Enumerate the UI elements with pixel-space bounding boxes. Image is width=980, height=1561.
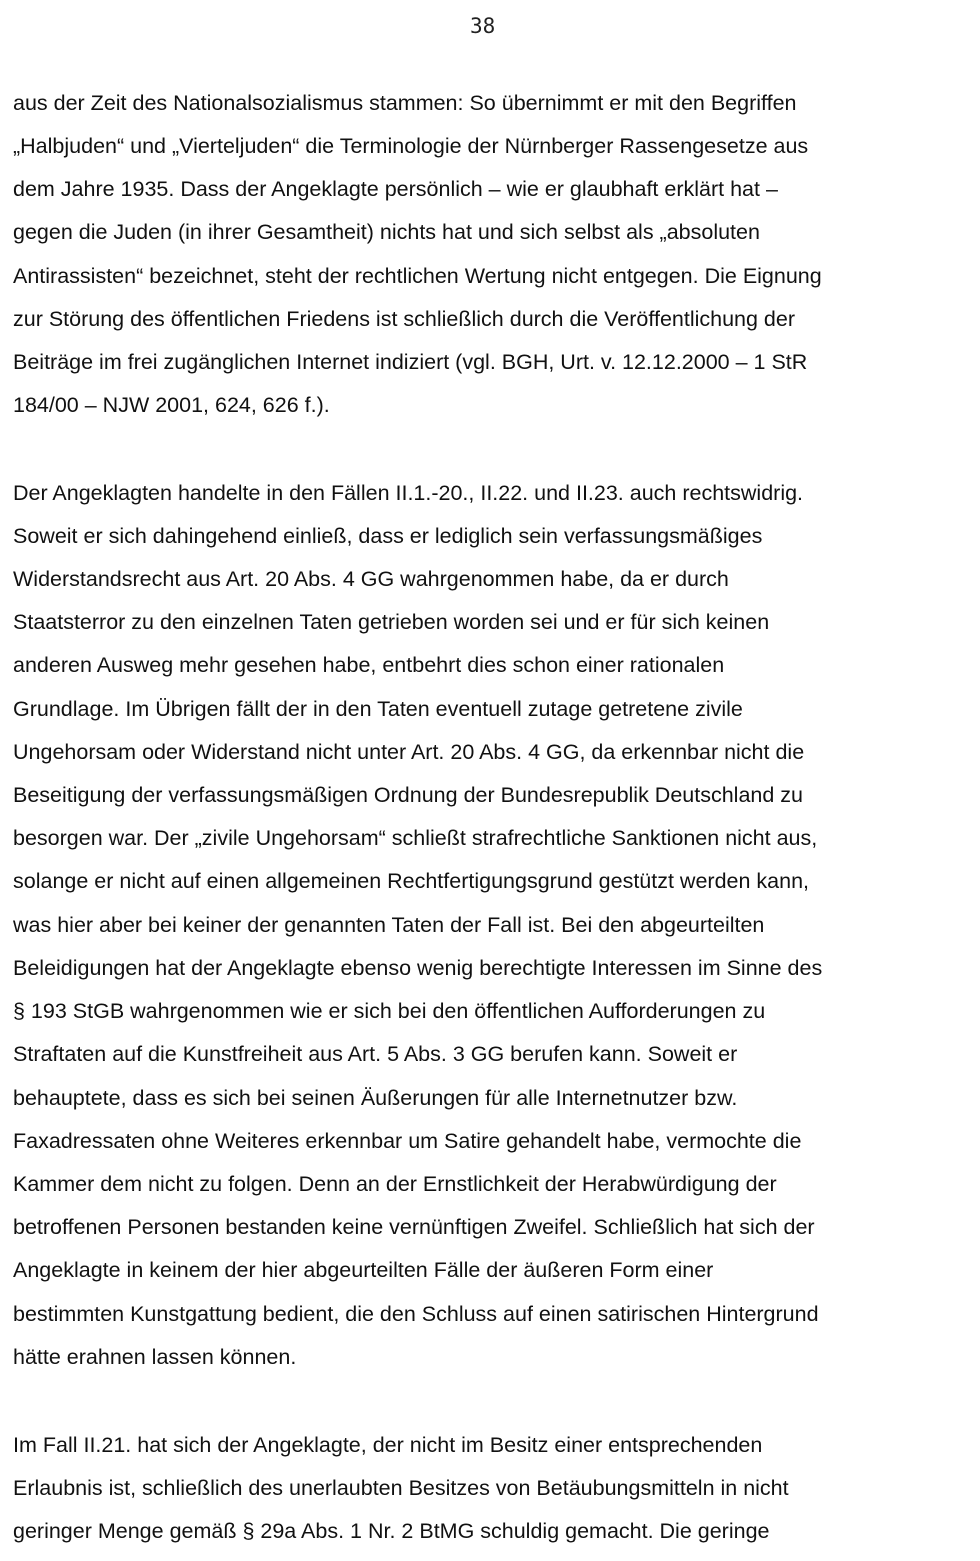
text-line: Ungehorsam oder Widerstand nicht unter Art. 20 Abs. 4 GG, da erkennbar nicht die (13, 740, 805, 764)
text-line: Beiträge im frei zugänglichen Internet indiziert (vgl. BGH, Urt. v. 12.12.2000 – 1 StR (13, 350, 808, 374)
text-line: anderen Ausweg mehr gesehen habe, entbehrt dies schon einer rationalen (13, 653, 725, 677)
text-line: Beseitigung der verfassungsmäßigen Ordnung der Bundesrepublik Deutschland zu (13, 783, 803, 807)
text-line: gegen die Juden (in ihrer Gesamtheit) nichts hat und sich selbst als „absoluten (13, 220, 760, 244)
text-line: Kammer dem nicht zu folgen. Denn an der Ernstlichkeit der Herabwürdigung der (13, 1172, 777, 1196)
text-line: Soweit er sich dahingehend einließ, dass er lediglich sein verfassungsmäßiges (13, 524, 763, 548)
text-line: Beleidigungen hat der Angeklagte ebenso wenig berechtigte Interessen im Sinne des (13, 956, 823, 980)
text-line: Grundlage. Im Übrigen fällt der in den Taten eventuell zutage getretene zivile (13, 697, 743, 721)
text-line: Im Fall II.21. hat sich der Angeklagte, der nicht im Besitz einer entsprechenden (13, 1433, 763, 1457)
text-line: betroffenen Personen bestanden keine vernünftigen Zweifel. Schließlich hat sich der (13, 1215, 815, 1239)
text-line: aus der Zeit des Nationalsozialismus stammen: So übernimmt er mit den Begriffen (13, 91, 797, 115)
text-line: Angeklagte in keinem der hier abgeurteilten Fälle der äußeren Form einer (13, 1258, 714, 1282)
text-line: Staatsterror zu den einzelnen Taten getrieben worden sei und er für sich keinen (13, 610, 770, 634)
text-line: besorgen war. Der „zivile Ungehorsam“ schließt strafrechtliche Sanktionen nicht aus, (13, 826, 818, 850)
text-line: was hier aber bei keiner der genannten Taten der Fall ist. Bei den abgeurteilten (13, 913, 765, 937)
text-line: bestimmten Kunstgattung bedient, die den Schluss auf einen satirischen Hintergrund (13, 1302, 819, 1326)
text-line: geringer Menge gemäß § 29a Abs. 1 Nr. 2 BtMG schuldig gemacht. Die geringe (13, 1519, 770, 1543)
text-line: dem Jahre 1935. Dass der Angeklagte persönlich – wie er glaubhaft erklärt hat – (13, 177, 778, 201)
text-line: Faxadressaten ohne Weiteres erkennbar um Satire gehandelt habe, vermochte die (13, 1129, 802, 1153)
text-line: 184/00 – NJW 2001, 624, 626 f.). (13, 393, 330, 417)
page-number: 38 (470, 14, 496, 38)
text-line: Erlaubnis ist, schließlich des unerlaubten Besitzes von Betäubungsmitteln in nicht (13, 1476, 789, 1500)
text-line: Der Angeklagten handelte in den Fällen II.1.-20., II.22. und II.23. auch rechtswidrig. (13, 481, 804, 505)
text-line: solange er nicht auf einen allgemeinen Rechtfertigungsgrund gestützt werden kann, (13, 869, 810, 893)
text-line: Widerstandsrecht aus Art. 20 Abs. 4 GG wahrgenommen habe, da er durch (13, 567, 729, 591)
text-line: behauptete, dass es sich bei seinen Äußerungen für alle Internetnutzer bzw. (13, 1086, 738, 1110)
text-line: Straftaten auf die Kunstfreiheit aus Art. 5 Abs. 3 GG berufen kann. Soweit er (13, 1042, 738, 1066)
text-line: § 193 StGB wahrgenommen wie er sich bei den öffentlichen Aufforderungen zu (13, 999, 766, 1023)
text-line: zur Störung des öffentlichen Friedens ist schließlich durch die Veröffentlichung der (13, 307, 796, 331)
text-line: Antirassisten“ bezeichnet, steht der rechtlichen Wertung nicht entgegen. Die Eignung (13, 264, 822, 288)
text-line: hätte erahnen lassen können. (13, 1345, 297, 1369)
text-line: „Halbjuden“ und „Vierteljuden“ die Terminologie der Nürnberger Rassengesetze aus (13, 134, 809, 158)
